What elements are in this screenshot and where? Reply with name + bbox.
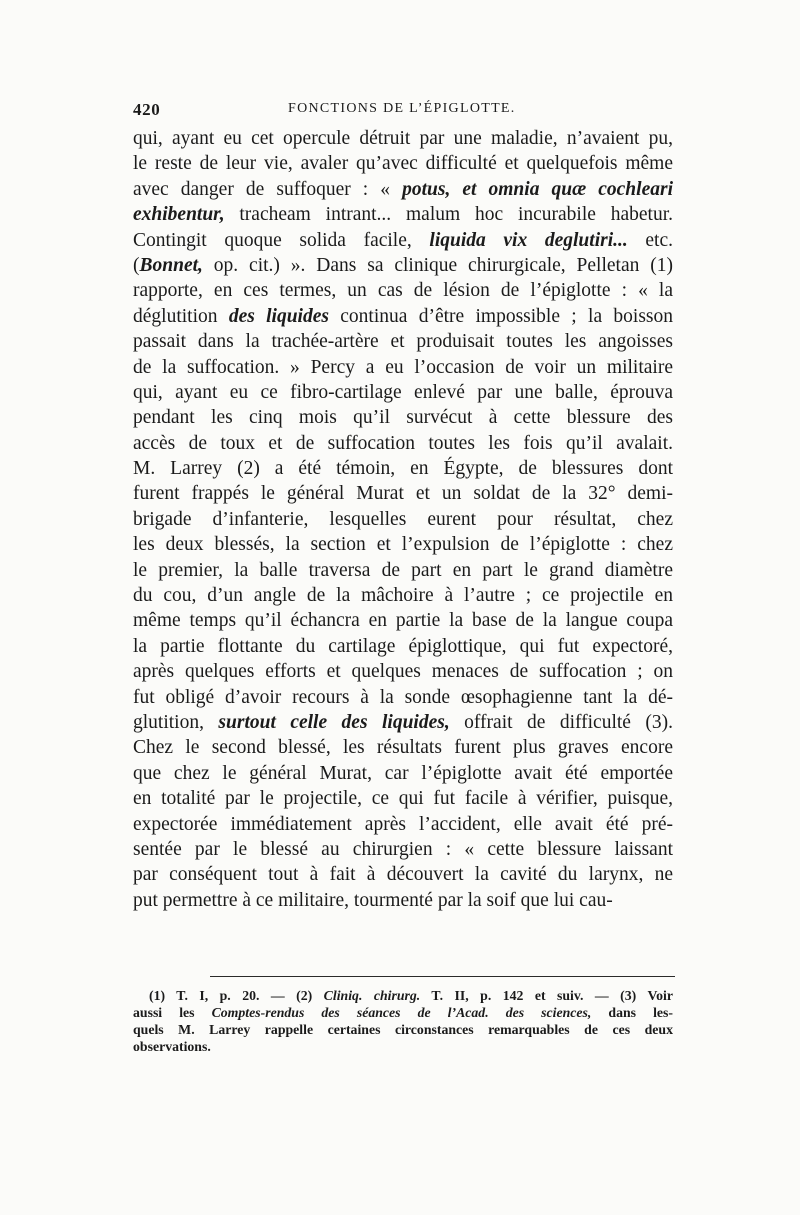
text-run: passait dans la trachée-artère et produisait toutes les angoisses [133,331,673,353]
text-run: déglutition [133,305,229,327]
italic-text: potus, et omnia quæ cochleari [402,178,673,200]
text-run: Contingit quoque solida facile, [133,229,430,251]
text-line [133,151,673,176]
footnote-line [133,1038,673,1055]
text-run: etc. [627,229,673,251]
text-line [133,431,673,456]
text-run: tracheam intrant... malum hoc incurabile habetur. [224,204,673,226]
text-line [133,202,673,227]
text-line [133,634,673,659]
text-run: même temps qu’il échancra en partie la base de la langue coupa [133,610,673,632]
text-run: qui, ayant eu cet opercule détruit par une maladie, n’avaient pu, [133,128,673,149]
text-run: le reste de leur vie, avaler qu’avec difficulté et quelquefois même [133,153,673,175]
text-run: op. cit.) ». Dans sa clinique chirurgicale, Pelletan (1) [202,254,673,276]
italic-text: Cliniq. chirurg. [323,988,421,1003]
text-line [133,329,673,354]
text-line [133,228,673,253]
text-line [133,456,673,481]
text-run: continua d’être impossible ; la boisson [328,305,674,327]
text-line [133,253,673,278]
text-line [133,532,673,557]
text-run: par conséquent tout à fait à découvert la cavité du larynx, ne [133,864,673,886]
page-number: 420 [133,100,161,119]
italic-text: exhibentur, [133,204,225,226]
footnote-line [133,1004,673,1021]
text-run: ( [133,254,140,276]
text-line [133,812,673,837]
italic-text: Comptes-rendus des séances de l’Acad. des sciences, [211,1005,592,1020]
text-line [133,862,673,887]
text-run: de la suffocation. » Percy a eu l’occasion de voir un militaire [133,356,673,378]
page-header [133,100,668,126]
text-run: put permettre à ce militaire, tourmenté par la soif que lui cau- [133,889,613,911]
text-run: rapporte, en ces termes, un cas de lésion de l’épiglotte : « la [133,280,673,302]
text-run: les deux blessés, la section et l’expulsion de l’épiglotte : chez [133,534,673,556]
running-title: FONCTIONS DE L’ÉPIGLOTTE. [288,101,516,116]
text-line [133,278,673,303]
text-run: aussi les [133,1005,212,1020]
text-run: du cou, d’un angle de la mâchoire à l’autre ; ce projectile en [133,585,673,607]
text-run: quels M. Larrey rappelle certaines circonstances remarquables de ces deux [133,1022,673,1037]
text-run: sentée par le blessé au chirurgien : « cette blessure laissant [133,838,673,860]
italic-text: liquida vix deglutiri... [429,229,628,251]
text-line [133,837,673,862]
text-run: dans les- [591,1005,673,1020]
text-line [133,507,673,532]
text-run: expectorée immédiatement après l’accident, elle avait été pré- [133,813,673,835]
text-run: la partie flottante du cartilage épiglottique, qui fut expectoré, [133,635,673,657]
italic-text: Bonnet, [139,254,203,276]
text-line [133,710,673,735]
text-run: avec danger de suffoquer : « [133,178,403,200]
footnotes [133,987,673,1055]
text-run: que chez le général Murat, car l’épiglotte avait été emportée [133,762,673,784]
text-line [133,888,673,913]
text-run: après quelques efforts et quelques menaces de suffocation ; on [133,661,673,683]
text-line [133,126,673,151]
text-line [133,177,673,202]
italic-text: surtout celle des liquides, [218,711,450,733]
text-line [133,608,673,633]
text-run: accès de toux et de suffocation toutes les fois qu’il avalait. [133,432,673,454]
text-run: qui, ayant eu ce fibro-cartilage enlevé par une balle, éprouva [133,381,673,403]
text-run: M. Larrey (2) a été témoin, en Égypte, de blessures dont [133,458,673,480]
text-run: fut obligé d’avoir recours à la sonde œsophagienne tant la dé- [133,686,673,708]
text-run: brigade d’infanterie, lesquelles eurent pour résultat, chez [133,508,673,530]
text-line [133,659,673,684]
text-line [133,685,673,710]
footnote-line [133,1021,673,1038]
text-run: T. II, p. 142 et suiv. — (3) Voir [420,988,674,1003]
text-line [133,761,673,786]
footnote-line [133,987,673,1004]
text-line [133,355,673,380]
text-line [133,786,673,811]
text-run: furent frappés le général Murat et un soldat de la 32° demi- [133,483,673,505]
body-text [133,126,673,913]
text-line [133,481,673,506]
text-run: Chez le second blessé, les résultats furent plus graves encore [133,737,673,759]
text-run: (1) T. I, p. 20. — (2) [149,988,324,1003]
text-run: offrait de difficulté (3). [449,711,673,733]
text-line [133,380,673,405]
italic-text: des liquides [228,305,329,327]
text-run: pendant les cinq mois qu’il survécut à cette blessure des [133,407,673,429]
text-line [133,583,673,608]
text-line [133,735,673,760]
text-line [133,405,673,430]
footnote-separator [210,976,675,977]
text-run: le premier, la balle traversa de part en part le grand diamètre [133,559,673,581]
text-run: en totalité par le projectile, ce qui fut facile à vérifier, puisque, [133,788,673,810]
text-line [133,304,673,329]
text-run: glutition, [133,711,219,733]
text-line [133,558,673,583]
text-run: observations. [133,1039,211,1054]
